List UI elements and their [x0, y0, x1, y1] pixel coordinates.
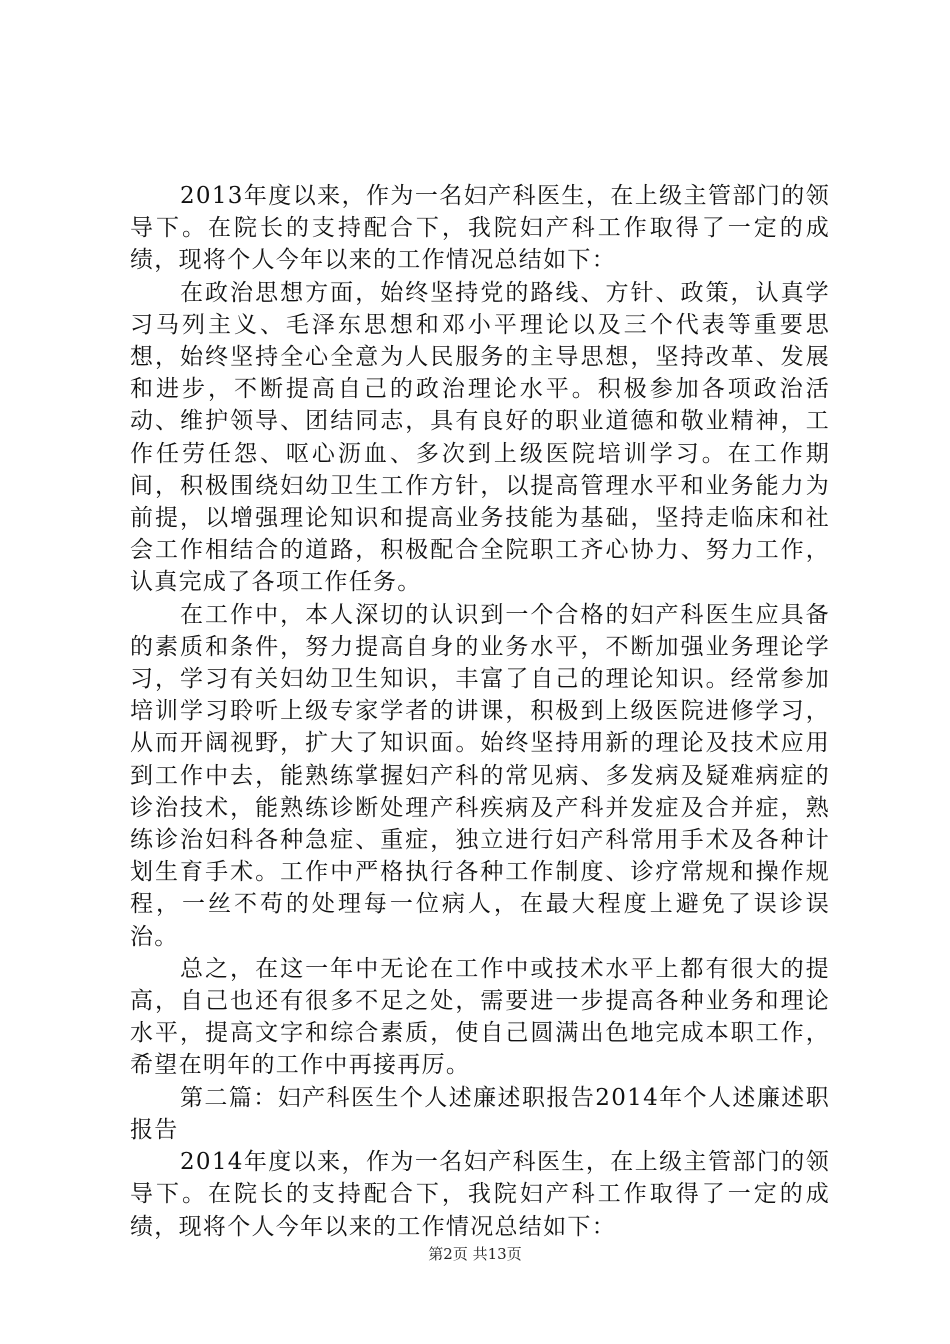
paragraph-political-thought: 在政治思想方面，始终坚持党的路线、方针、政策，认真学习马列主义、毛泽东思想和邓小平理论以及三个代表等重要思想，始终坚持全心全意为人民服务的主导思想，坚持改革、发展和进步，不断提高自己的政治理论水平。积极参加各项政治活动、维护领导、团结同志，具有良好的职业道德和敬业精神，工作任劳任怨、呕心沥血、多次到上级医院培训学习。在工作期间，积极围绕妇幼卫生工作方针，以提高管理水平和业务能力为前提，以增强理论知识和提高业务技能为基础，坚持走临床和社会工作相结合的道路，积极配合全院职工齐心协力、努力工作，认真完成了各项工作任务。: [130, 279, 830, 596]
section-heading-part-two: 第二篇：妇产科医生个人述廉述职报告2014年个人述廉述职报告: [130, 1084, 830, 1143]
paragraph-summary: 总之，在这一年中无论在工作中或技术水平上都有很大的提高，自己也还有很多不足之处，需要进一步提高各种业务和理论水平，提高文字和综合素质，使自己圆满出色地完成本职工作，希望在明年的工作中再接再厉。: [130, 955, 830, 1079]
paragraph-intro-2014: 2014年度以来，作为一名妇产科医生，在上级主管部门的领导下。在院长的支持配合下，我院妇产科工作取得了一定的成绩，现将个人今年以来的工作情况总结如下：: [130, 1149, 830, 1240]
paragraph-work-skills: 在工作中，本人深切的认识到一个合格的妇产科医生应具备的素质和条件，努力提高自身的业务水平，不断加强业务理论学习，学习有关妇幼卫生知识，丰富了自己的理论知识。经常参加培训学习聆听上级专家学者的讲课，积极到上级医院进修学习，从而开阔视野，扩大了知识面。始终坚持用新的理论及技术应用到工作中去，能熟练掌握妇产科的常见病、多发病及疑难病症的诊治技术，能熟练诊断处理产科疾病及产科并发症及合并症，熟练诊治妇科各种急症、重症，独立进行妇产科常用手术及各种计划生育手术。工作中严格执行各种工作制度、诊疗常规和操作规程，一丝不苟的处理每一位病人，在最大程度上避免了误诊误治。: [130, 601, 830, 950]
paragraph-intro-2013: 2013年度以来，作为一名妇产科医生，在上级主管部门的领导下。在院长的支持配合下，我院妇产科工作取得了一定的成绩，现将个人今年以来的工作情况总结如下：: [130, 183, 830, 274]
page-number-footer: 第2页 共13页: [428, 1245, 522, 1263]
document-body: [130, 180, 830, 1243]
